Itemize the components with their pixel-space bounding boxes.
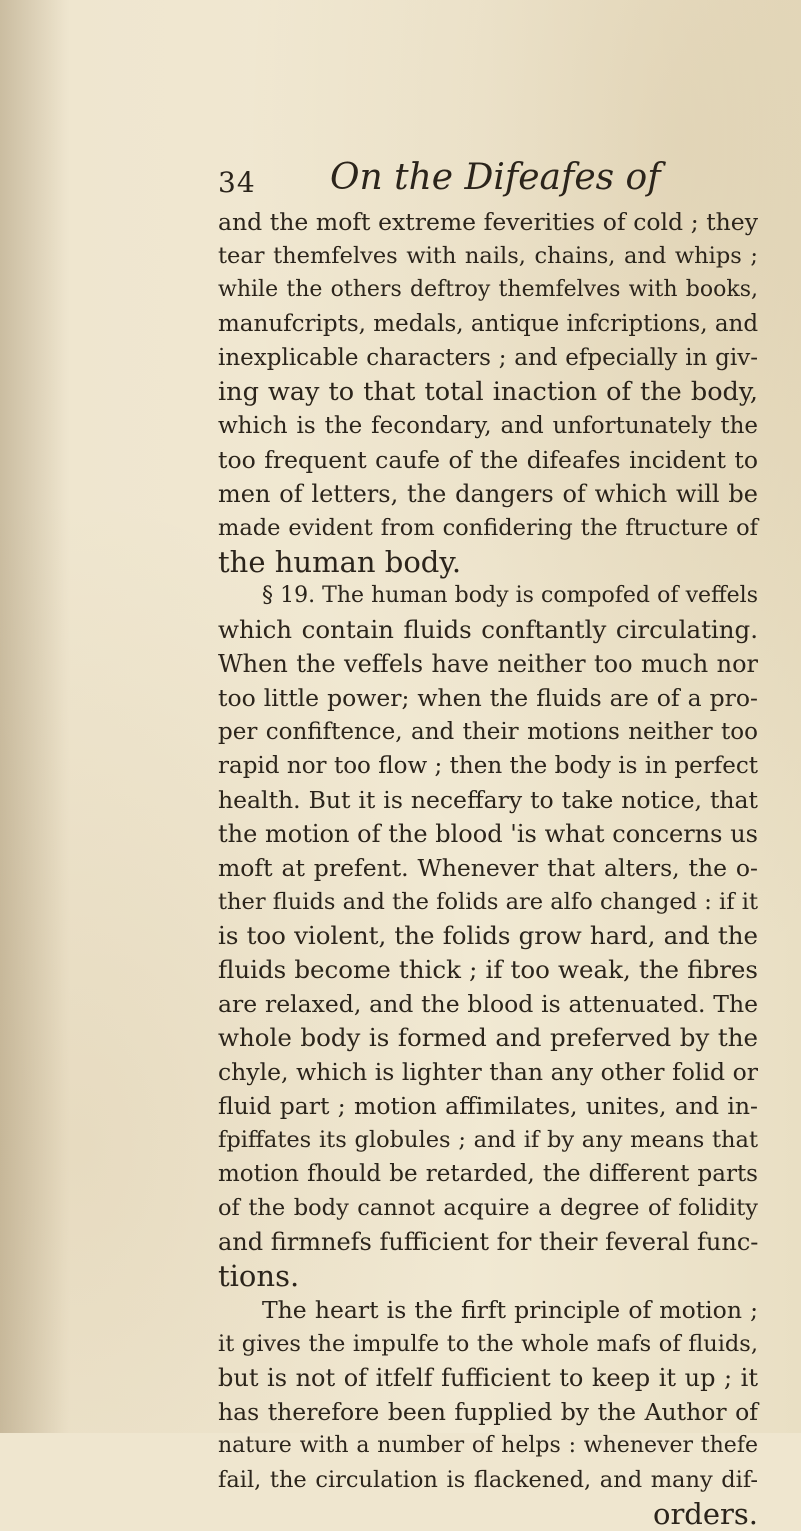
text-line: ther fluids and the folids are alfo changed : if it	[218, 889, 758, 915]
page-number: 34	[218, 166, 256, 199]
text-line: ing way to that total inaction of the body,	[218, 377, 758, 407]
text-line: has therefore been fupplied by the Author of	[218, 1398, 758, 1426]
text-line: rapid nor too flow ; then the body is in perfect	[218, 753, 758, 779]
text-line: inexplicable characters ; and efpecially in giv-	[218, 345, 758, 371]
section-heading-line: § 19. The human body is compofed of veffels	[262, 583, 758, 608]
text-line: too little power; when the fluids are of a pro-	[218, 684, 758, 712]
text-line: which is the fecondary, and unfortunately the	[218, 413, 758, 439]
body-text	[218, 205, 758, 1531]
text-line: the human body.	[218, 545, 462, 579]
text-line: made evident from confidering the ftructure of	[218, 515, 758, 541]
text-line: of the body cannot acquire a degree of folidity	[218, 1195, 758, 1221]
text-line: health. But it is neceffary to take notice, that	[218, 786, 758, 814]
text-line: tear themfelves with nails, chains, and whips ;	[218, 243, 758, 269]
text-line: but is not of itfelf fufficient to keep it up ; it	[218, 1364, 758, 1392]
text-line: is too violent, the folids grow hard, and the	[218, 921, 758, 950]
text-line: fluid part ; motion affimilates, unites, and in-	[218, 1092, 758, 1120]
text-line: When the veffels have neither too much nor	[218, 650, 758, 678]
text-line: it gives the impulfe to the whole mafs of fluids,	[218, 1331, 758, 1357]
text-line: fail, the circulation is flackened, and many dif-	[218, 1467, 758, 1493]
text-line: and the moft extreme feverities of cold ; they	[218, 208, 758, 236]
text-line: moft at prefent. Whenever that alters, the o-	[218, 854, 758, 882]
text-line: too frequent caufe of the difeafes incident to	[218, 446, 758, 474]
text-line: motion fhould be retarded, the different parts	[218, 1161, 758, 1187]
text-line: fpiffates its globules ; and if by any means that	[218, 1127, 758, 1153]
text-line: per confiftence, and their motions neither too	[218, 719, 758, 745]
text-line: the motion of the blood 'is what concerns us	[218, 820, 758, 848]
page-header	[218, 154, 738, 202]
text-line: which contain fluids conftantly circulating.	[218, 615, 758, 644]
text-line: while the others deftroy themfelves with books,	[218, 277, 758, 302]
text-line: tions.	[218, 1259, 300, 1293]
gutter-shadow	[0, 0, 70, 1433]
text-line: men of letters, the dangers of which will be	[218, 480, 758, 508]
running-title: On the Difeafes of	[330, 157, 661, 198]
text-line: and firmnefs fufficient for their feveral func-	[218, 1228, 759, 1256]
text-line: chyle, which is lighter than any other folid or	[218, 1058, 758, 1086]
text-line: The heart is the firft principle of motion ;	[262, 1296, 758, 1324]
text-line: are relaxed, and the blood is attenuated. The	[218, 990, 758, 1018]
text-line: fluids become thick ; if too weak, the fibres	[218, 955, 758, 984]
catchword: orders.	[652, 1497, 758, 1531]
text-line: manufcripts, medals, antique infcriptions, and	[218, 311, 759, 337]
text-line: whole body is formed and preferved by the	[218, 1023, 758, 1052]
text-line: nature with a number of helps : whenever thefe	[218, 1433, 758, 1458]
